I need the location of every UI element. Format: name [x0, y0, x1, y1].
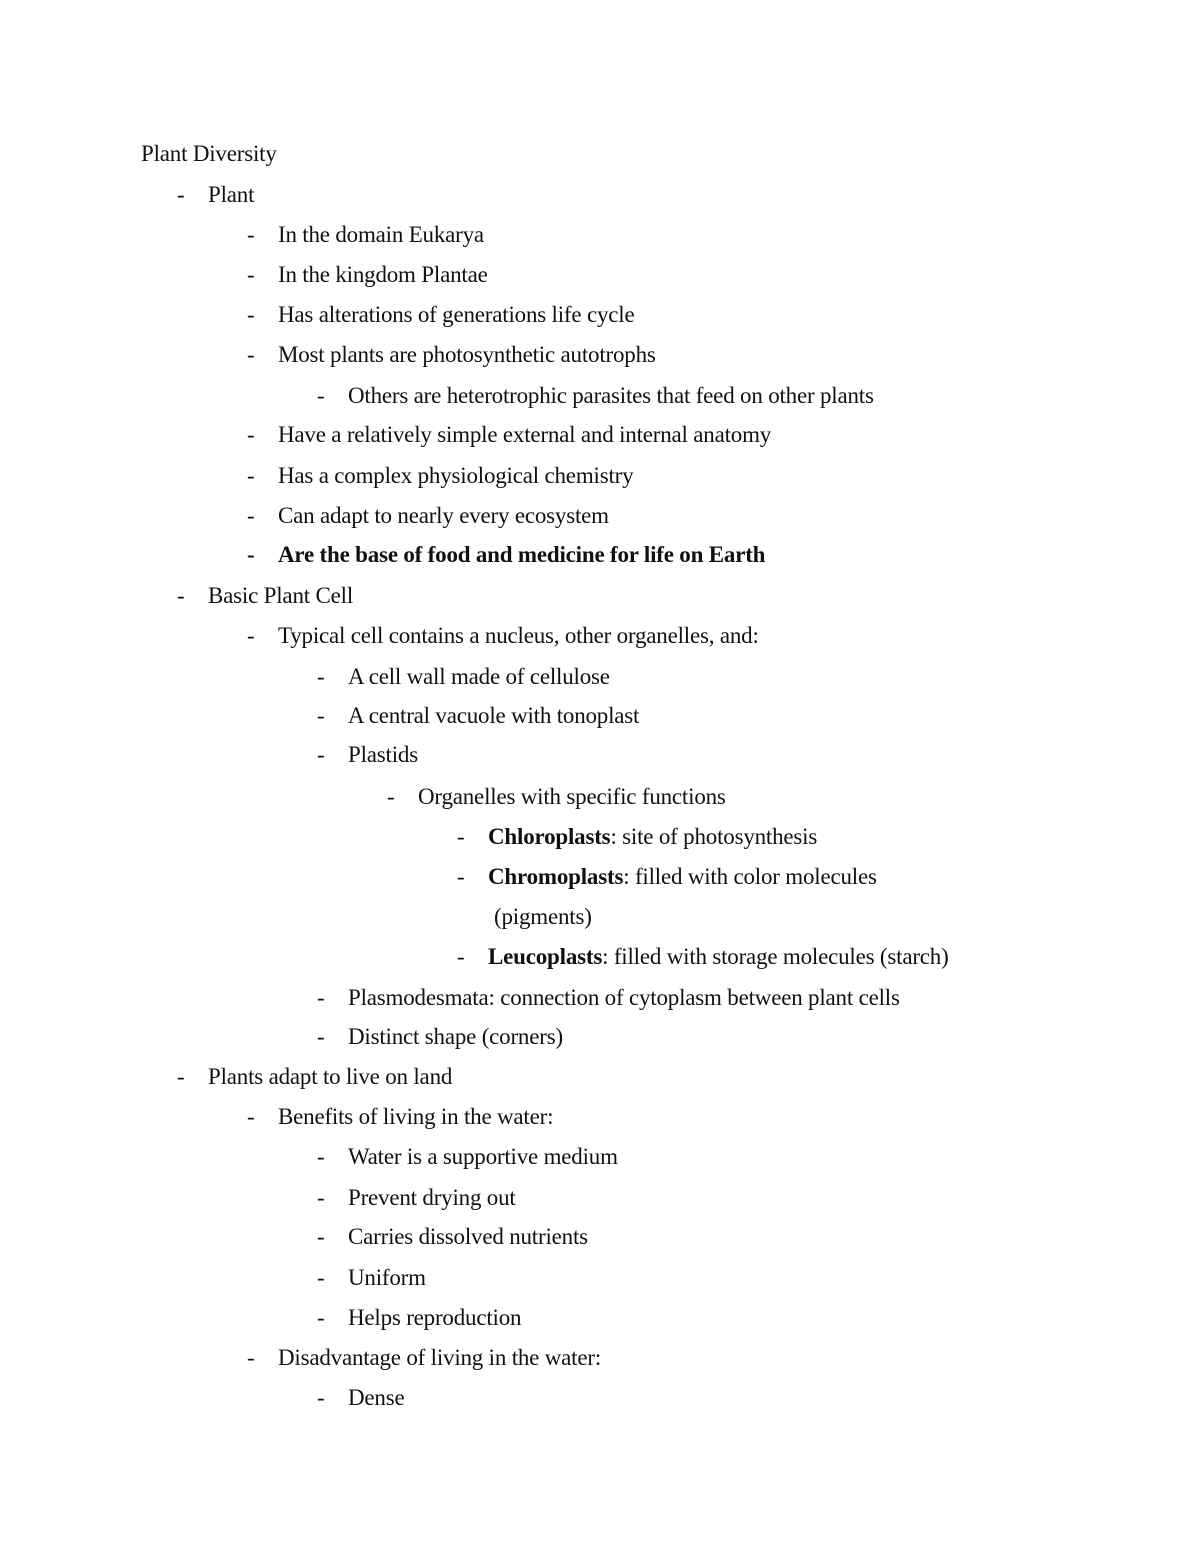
list-item: - Helps reproduction: [317, 1305, 522, 1330]
list-item: - Water is a supportive medium: [317, 1144, 618, 1169]
list-item: - Chromoplasts: filled with color molecules: [457, 864, 877, 889]
list-item: - In the domain Eukarya: [247, 222, 484, 247]
list-item: - Basic Plant Cell: [177, 583, 354, 608]
list-item: - Disadvantage of living in the water:: [247, 1345, 602, 1370]
list-item: - Carries dissolved nutrients: [317, 1224, 588, 1249]
list-item: - Plant: [177, 182, 255, 207]
term-chromoplasts: Chromoplasts: [488, 864, 624, 889]
list-item: - Prevent drying out: [317, 1185, 516, 1210]
term-chloroplasts: Chloroplasts: [488, 824, 611, 849]
list-item: - A central vacuole with tonoplast: [317, 703, 640, 728]
list-item: - Chloroplasts: site of photosynthesis: [457, 824, 818, 849]
list-item: - Typical cell contains a nucleus, other organelles, and:: [247, 623, 759, 648]
list-item: - Has a complex physiological chemistry: [247, 463, 634, 488]
list-item: - Plasmodesmata: connection of cytoplasm between plant cells: [317, 985, 900, 1010]
list-item: - Most plants are photosynthetic autotrophs: [247, 342, 656, 367]
list-item: - Has alterations of generations life cycle: [247, 302, 635, 327]
list-item-continuation: (pigments): [494, 904, 592, 929]
list-item: - Have a relatively simple external and internal anatomy: [247, 422, 772, 447]
list-item: - Benefits of living in the water:: [247, 1104, 554, 1129]
list-item: - Dense: [317, 1385, 405, 1410]
term-leucoplasts: Leucoplasts: [488, 944, 603, 969]
list-item: - Distinct shape (corners): [317, 1024, 563, 1049]
list-item: - In the kingdom Plantae: [247, 262, 488, 287]
list-item: - Plants adapt to live on land: [177, 1064, 453, 1089]
list-item: - Organelles with specific functions: [387, 784, 726, 809]
list-item-highlight: - Are the base of food and medicine for life on Earth: [247, 542, 766, 567]
list-item: - Uniform: [317, 1265, 426, 1290]
list-item: - Leucoplasts: filled with storage molecules (starch): [457, 944, 949, 969]
list-item: - Can adapt to nearly every ecosystem: [247, 503, 609, 528]
list-item: - Plastids: [317, 742, 418, 767]
list-item: - A cell wall made of cellulose: [317, 664, 610, 689]
document-title: Plant Diversity: [141, 141, 277, 166]
list-item: - Others are heterotrophic parasites that feed on other plants: [317, 383, 874, 408]
